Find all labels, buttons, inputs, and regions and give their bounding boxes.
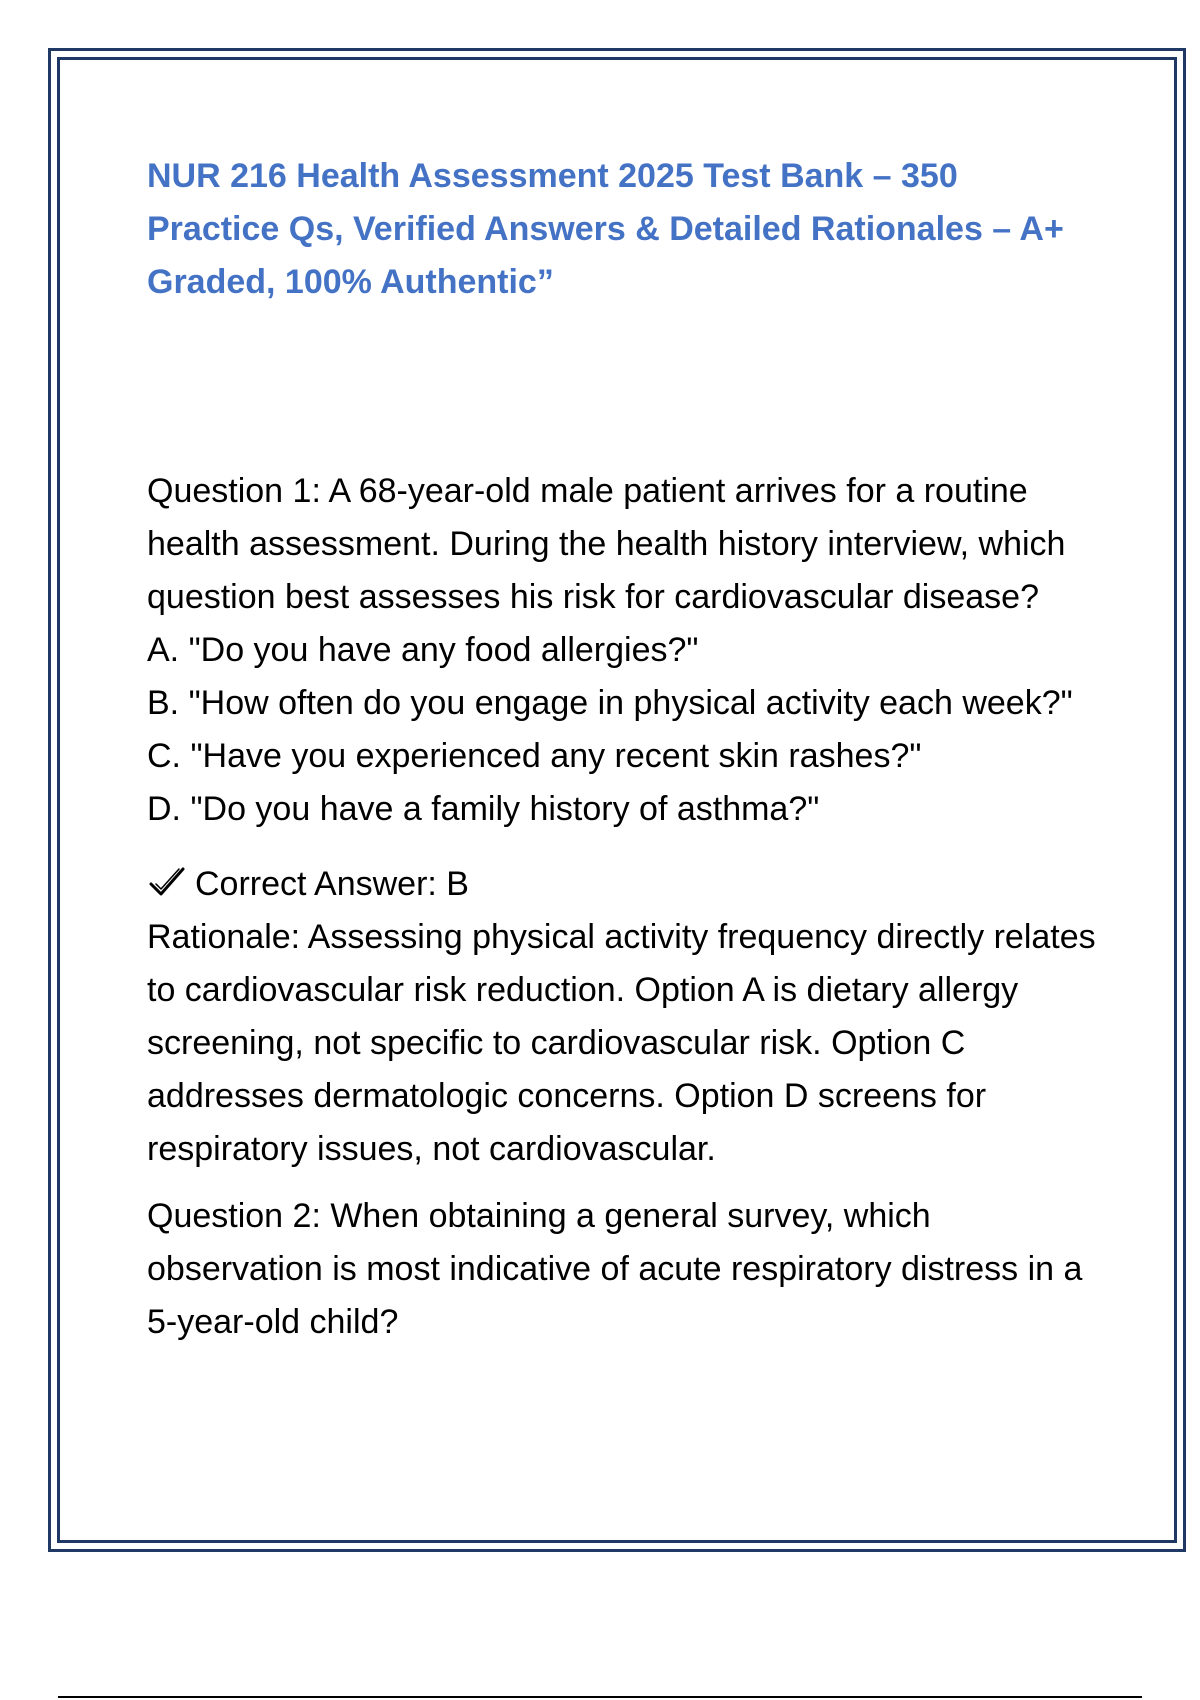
document-title: NUR 216 Health Assessment 2025 Test Bank – 350 Practice Qs, Verified Answers & Detailed Rationales – A+ Graded, 100% Authentic” [147,157,1064,301]
question-1-option-b: B. "How often do you engage in physical activity each week?" [147,684,1073,722]
question-1-correct-answer [147,858,1107,911]
question-1-option-a: A. "Do you have any food allergies?" [147,631,699,669]
question-1-option-c: C. "Have you experienced any recent skin rashes?" [147,737,922,775]
question-1-stem: Question 1: A 68-year-old male patient arrives for a routine health assessment. During the health history interview, which question best assesses his risk for cardiovascular disease? [147,472,1066,616]
question-1-option-d: D. "Do you have a family history of asthma?" [147,790,820,828]
footer-divider [58,1696,1142,1698]
page-border-inner [57,57,1177,1543]
question-content [147,465,1107,1349]
check-icon [147,864,187,900]
page-border [48,48,1186,1552]
question-2-stem: Question 2: When obtaining a general survey, which observation is most indicative of acute respiratory distress in a 5-year-old child? [147,1197,1083,1341]
correct-answer-text: Correct Answer: B [195,865,469,903]
question-1-rationale: Rationale: Assessing physical activity frequency directly relates to cardiovascular risk reduction. Option A is dietary allergy screening, not specific to cardiovascular risk. Option C addresses dermatologic concerns. Option D screens for respiratory issues, not cardiovascular. [147,918,1096,1168]
